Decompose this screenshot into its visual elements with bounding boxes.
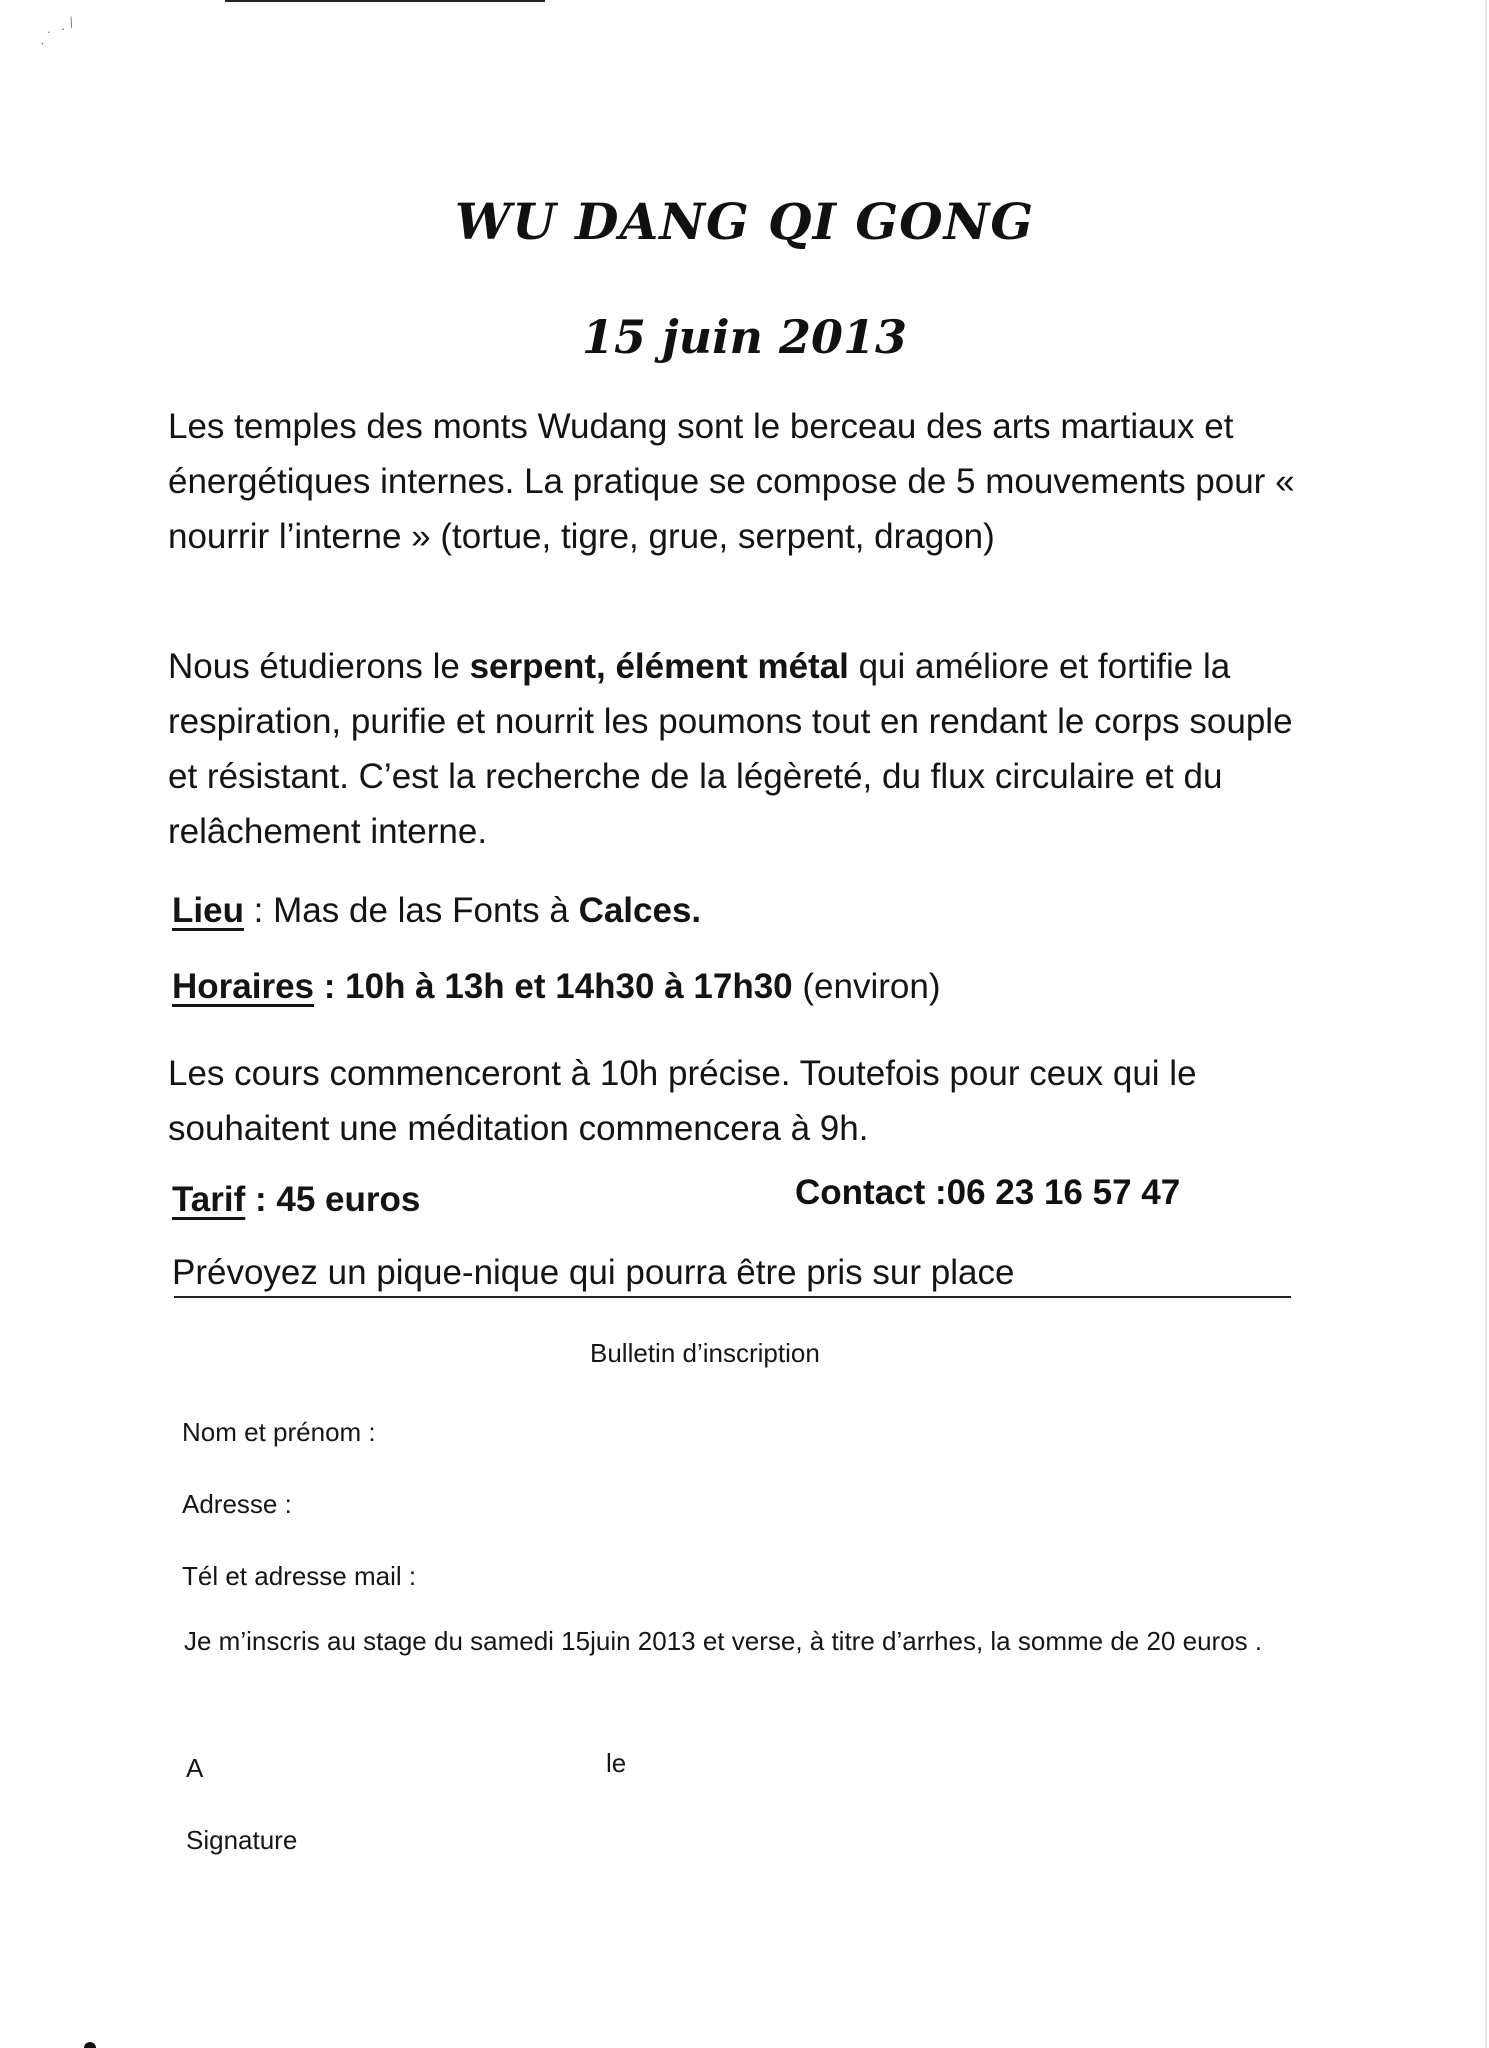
study-rest: qui améliore et fortifie la respiration, purifie et nourrit les poumons tout en rendant le corps souple et résistant. C’est la recherche de la légèreté, du flux circulaire et du relâchement interne. xyxy=(168,647,1293,851)
signature-field-label: Signature xyxy=(186,1825,298,1855)
lieu-separator: : xyxy=(243,891,274,930)
horaires-separator: : xyxy=(314,967,346,1006)
horaires-times: 10h à 13h et 14h30 à 17h30 xyxy=(345,967,793,1006)
registration-declaration: Je m’inscris au stage du samedi 15juin 2013 et verse, à titre d’arrhes, la somme de 20 euros . xyxy=(184,1626,1263,1656)
event-date: 15 juin 2013 xyxy=(581,310,908,364)
study-paragraph xyxy=(168,639,1298,859)
horaires-note: (environ) xyxy=(792,967,941,1006)
horaires-label: Horaires xyxy=(172,967,315,1006)
contact-line: Contact :06 23 16 57 47 xyxy=(795,1173,1181,1212)
intro-paragraph: Les temples des monts Wudang sont le berceau des arts martiaux et énergétiques internes. La pratique se compose de 5 mouvements pour « nourrir l’interne » (tortue, tigre, grue, serpent, dragon) xyxy=(168,407,1295,556)
tarif-label: Tarif xyxy=(172,1180,246,1219)
tarif-separator: : xyxy=(245,1180,277,1219)
study-lead: Nous étudierons le xyxy=(168,647,470,686)
tel-email-field-label: Tél et adresse mail : xyxy=(182,1561,417,1591)
place-field-label: A xyxy=(186,1753,204,1783)
study-emphasis: serpent, élément métal xyxy=(469,647,849,686)
address-field-label: Adresse : xyxy=(182,1489,292,1519)
section-divider xyxy=(174,1296,1291,1298)
lieu-label: Lieu xyxy=(172,891,244,930)
form-heading: Bulletin d’inscription xyxy=(590,1338,820,1368)
tarif-line xyxy=(172,1175,420,1225)
cours-paragraph: Les cours commenceront à 10h précise. Toutefois pour ceux qui le souhaitent une méditation commencera à 9h. xyxy=(168,1054,1197,1148)
tarif-value: 45 euros xyxy=(276,1180,421,1219)
lieu-line xyxy=(172,886,701,936)
horaires-line xyxy=(172,962,940,1012)
scan-bottom-mark xyxy=(84,2042,96,2048)
scan-speck-marks: · ˙ · ⁄ xyxy=(35,13,79,51)
picnic-line: Prévoyez un pique-nique qui pourra être pris sur place xyxy=(172,1253,1015,1292)
date-field-label: le xyxy=(606,1748,627,1778)
page-title: WU DANG QI GONG xyxy=(454,192,1035,251)
lieu-town: Calces. xyxy=(578,891,702,930)
scan-top-edge-line xyxy=(225,0,545,2)
lieu-place: Mas de las Fonts à xyxy=(273,891,579,930)
name-field-label: Nom et prénom : xyxy=(182,1417,376,1447)
scan-right-edge xyxy=(1485,0,1487,2048)
